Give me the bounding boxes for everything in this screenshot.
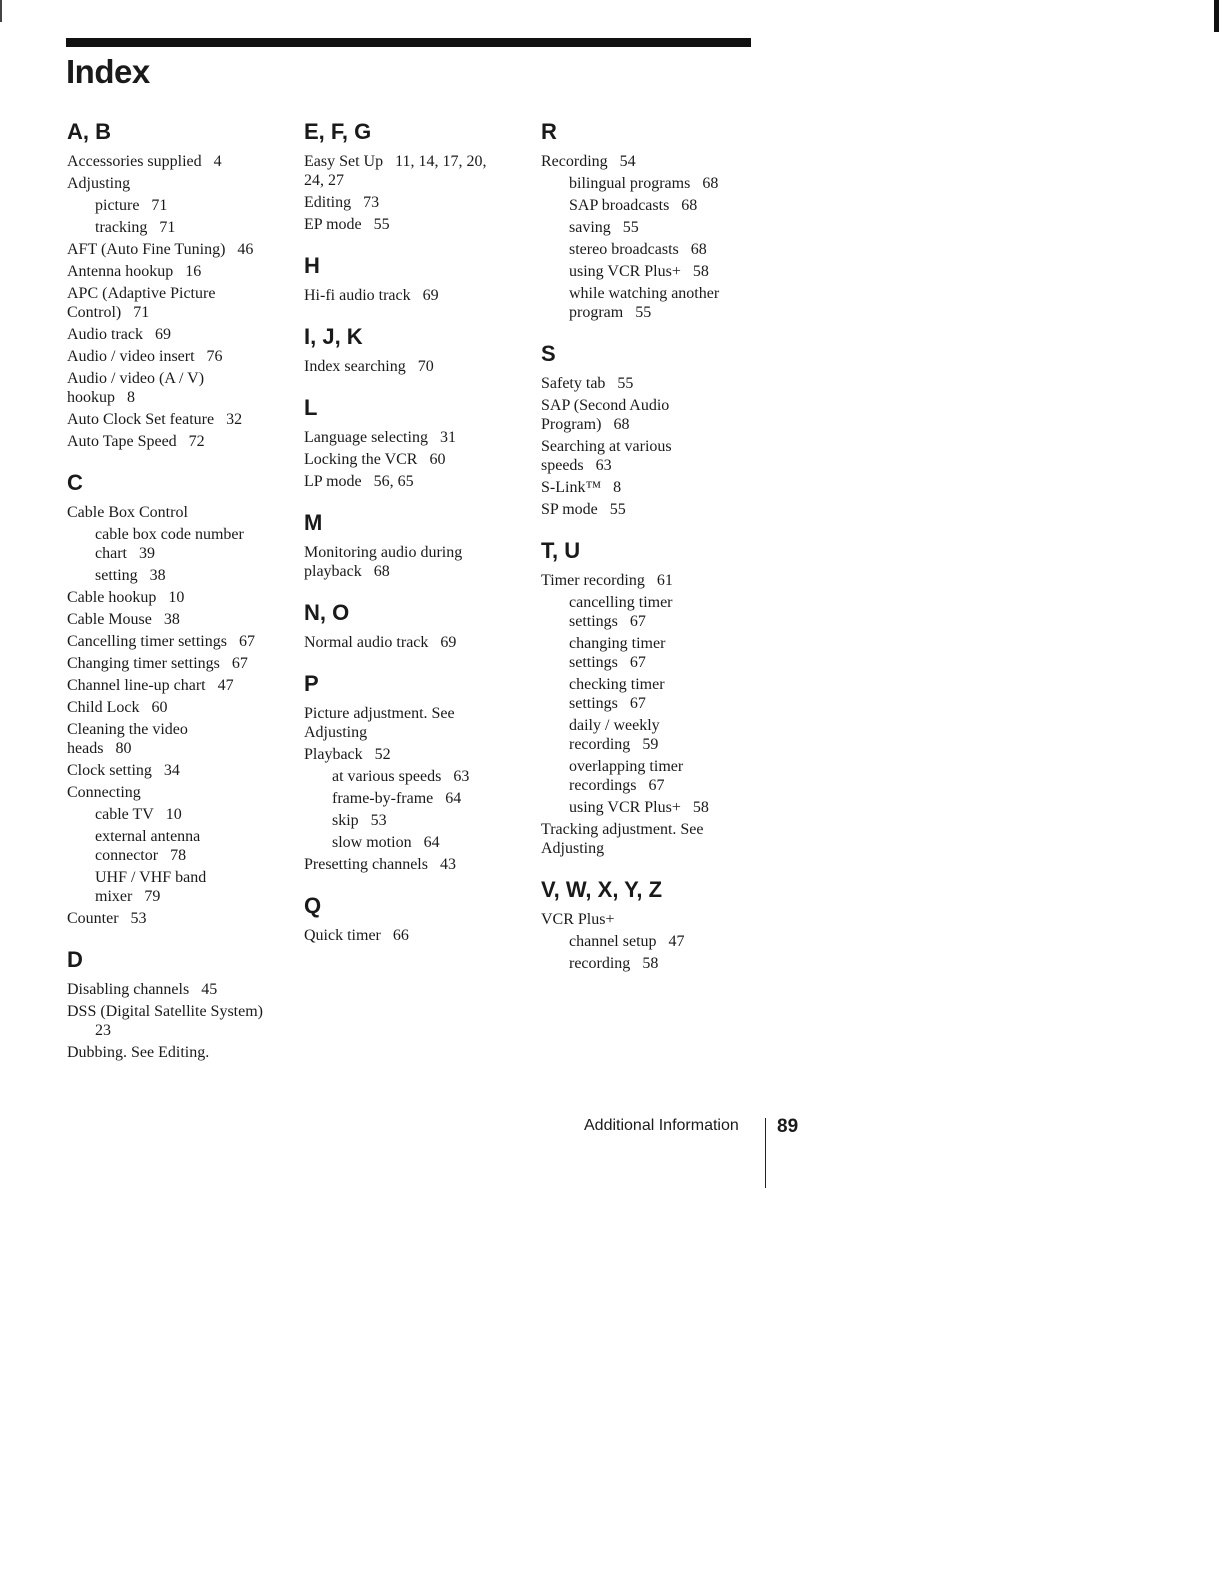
index-section <box>67 469 292 928</box>
entry-page-refs: 8 <box>613 479 622 496</box>
index-section <box>304 670 529 874</box>
index-entry <box>541 152 766 171</box>
index-subentry <box>541 798 766 817</box>
index-section <box>67 118 292 451</box>
entry-page-refs: 71 <box>159 219 176 236</box>
index-entry <box>304 193 529 212</box>
entry-page-refs: 53 <box>130 910 147 927</box>
entry-term: cable TV <box>95 806 154 823</box>
index-subentry <box>304 811 529 830</box>
entry-page-refs: 52 <box>374 746 391 763</box>
entry-term: recording <box>569 955 631 972</box>
entry-term: Picture adjustment. See Adjusting <box>304 705 455 741</box>
entry-page-refs: 55 <box>635 304 652 321</box>
section-letters: C <box>67 470 83 495</box>
index-section <box>304 394 529 491</box>
entry-page-refs: 61 <box>656 572 673 589</box>
entry-page-refs: 47 <box>217 677 234 694</box>
entry-page-refs: 55 <box>622 219 639 236</box>
index-entry <box>304 428 529 447</box>
index-section <box>541 876 766 973</box>
entry-term: Auto Tape Speed <box>67 433 177 450</box>
index-entry <box>67 698 292 717</box>
index-section <box>304 118 529 234</box>
entry-page-refs: 71 <box>151 197 168 214</box>
section-letters: A, B <box>67 119 111 144</box>
entry-term: Playback <box>304 746 363 763</box>
entry-page-refs: 47 <box>668 933 685 950</box>
index-entry <box>67 909 292 928</box>
entry-term: while watching another program <box>569 285 720 321</box>
entry-page-refs: 66 <box>392 927 409 944</box>
index-entry <box>67 588 292 607</box>
entry-term: S-Link™ <box>541 479 602 496</box>
entry-page-refs: 54 <box>619 153 636 170</box>
index-entry <box>67 262 292 281</box>
entry-page-refs: 58 <box>692 799 709 816</box>
entry-term: Cable Box Control <box>67 504 188 521</box>
entry-page-refs: 63 <box>595 457 612 474</box>
entry-page-refs: 55 <box>617 375 634 392</box>
entry-page-refs: 43 <box>439 856 456 873</box>
entry-term: Changing timer settings <box>67 655 220 672</box>
index-section <box>67 946 292 1062</box>
index-entry <box>541 820 766 858</box>
index-column-1 <box>67 118 292 1080</box>
entry-page-refs: 72 <box>188 433 205 450</box>
entry-page-refs: 78 <box>170 847 187 864</box>
index-subentry <box>541 196 766 215</box>
entry-page-refs: 68 <box>702 175 719 192</box>
section-letters: P <box>304 671 319 696</box>
section-letters: R <box>541 119 557 144</box>
title-rule <box>66 38 751 47</box>
index-entry <box>67 632 292 651</box>
entry-page-refs: 68 <box>613 416 630 433</box>
entry-term: daily / weekly recording <box>569 717 660 753</box>
entry-page-refs: 69 <box>422 287 439 304</box>
entry-page-refs: 60 <box>429 451 446 468</box>
entry-term: SAP broadcasts <box>569 197 670 214</box>
entry-term: LP mode <box>304 473 362 490</box>
entry-term: SP mode <box>541 501 598 518</box>
index-entry <box>304 357 529 376</box>
index-entry <box>67 284 292 322</box>
entry-term: Recording <box>541 153 608 170</box>
entry-term: using VCR Plus+ <box>569 799 681 816</box>
entry-page-refs: 58 <box>692 263 709 280</box>
entry-term: skip <box>332 812 359 829</box>
index-entry <box>67 1002 292 1040</box>
footer-divider <box>765 1118 766 1188</box>
entry-term: Antenna hookup <box>67 263 174 280</box>
index-subentry <box>541 174 766 193</box>
page-number: 89 <box>777 1116 799 1137</box>
index-subentry <box>541 634 766 672</box>
entry-term: Language selecting <box>304 429 428 446</box>
entry-page-refs: 56, 65 <box>373 473 414 490</box>
index-entry <box>304 543 529 581</box>
entry-term: Presetting channels <box>304 856 428 873</box>
entry-term: Cable hookup <box>67 589 157 606</box>
entry-page-refs: 73 <box>363 194 380 211</box>
index-entry <box>541 478 766 497</box>
entry-term: Searching at various speeds <box>541 438 672 474</box>
entry-term: slow motion <box>332 834 412 851</box>
index-entry <box>67 720 292 758</box>
index-subentry <box>541 240 766 259</box>
index-entry <box>67 152 292 171</box>
index-section <box>541 340 766 519</box>
entry-page-refs: 4 <box>213 153 222 170</box>
index-entry <box>304 926 529 945</box>
index-subentry <box>541 218 766 237</box>
entry-term: Normal audio track <box>304 634 429 651</box>
entry-page-refs: 68 <box>681 197 698 214</box>
index-subentry <box>67 827 292 865</box>
entry-page-refs: 32 <box>226 411 243 428</box>
index-entry <box>67 783 292 802</box>
page-edge-mark <box>0 0 2 22</box>
index-entry <box>67 347 292 366</box>
index-subentry <box>67 805 292 824</box>
entry-page-refs: 76 <box>206 348 223 365</box>
entry-term: Channel line-up chart <box>67 677 206 694</box>
entry-term: using VCR Plus+ <box>569 263 681 280</box>
index-entry <box>304 152 529 190</box>
entry-page-refs: 80 <box>115 740 132 757</box>
entry-page-refs: 55 <box>373 216 390 233</box>
entry-term: tracking <box>95 219 148 236</box>
entry-term: Auto Clock Set feature <box>67 411 215 428</box>
index-subentry <box>304 789 529 808</box>
index-column-2 <box>304 118 529 963</box>
entry-term: EP mode <box>304 216 362 233</box>
index-subentry <box>67 196 292 215</box>
index-section <box>304 599 529 652</box>
entry-term: VCR Plus+ <box>541 911 615 928</box>
entry-page-refs: 63 <box>453 768 470 785</box>
entry-page-refs: 60 <box>151 699 168 716</box>
entry-term: bilingual programs <box>569 175 691 192</box>
entry-term: picture <box>95 197 140 214</box>
entry-term: at various speeds <box>332 768 442 785</box>
index-section <box>541 537 766 858</box>
index-subentry <box>67 218 292 237</box>
index-section <box>304 509 529 581</box>
index-subentry <box>67 566 292 585</box>
entry-term: channel setup <box>569 933 657 950</box>
entry-page-refs: 59 <box>642 736 659 753</box>
entry-term: Cable Mouse <box>67 611 152 628</box>
entry-page-refs: 67 <box>629 695 646 712</box>
section-letters: H <box>304 253 320 278</box>
entry-term: Connecting <box>67 784 141 801</box>
entry-page-refs: 67 <box>231 655 248 672</box>
section-letters: T, U <box>541 538 581 563</box>
index-subentry <box>541 262 766 281</box>
entry-page-refs: 64 <box>423 834 440 851</box>
entry-page-refs: 45 <box>201 981 218 998</box>
page-title: Index <box>66 53 150 90</box>
section-letters: Q <box>304 893 322 918</box>
entry-term: Monitoring audio during playback <box>304 544 463 580</box>
index-subentry <box>541 932 766 951</box>
entry-term: frame-by-frame <box>332 790 434 807</box>
index-entry <box>304 215 529 234</box>
index-entry <box>67 654 292 673</box>
entry-page-refs: 68 <box>373 563 390 580</box>
entry-term: Locking the VCR <box>304 451 418 468</box>
index-entry <box>304 472 529 491</box>
index-subentry <box>304 833 529 852</box>
section-letters: I, J, K <box>304 324 363 349</box>
entry-page-refs: 38 <box>149 567 166 584</box>
entry-page-refs: 46 <box>237 241 254 258</box>
index-subentry <box>541 954 766 973</box>
section-letters: N, O <box>304 600 350 625</box>
entry-page-refs: 38 <box>163 611 180 628</box>
entry-term: Audio track <box>67 326 143 343</box>
index-entry <box>304 855 529 874</box>
index-section <box>304 323 529 376</box>
entry-page-refs: 16 <box>185 263 202 280</box>
index-entry <box>541 374 766 393</box>
entry-page-refs: 79 <box>144 888 161 905</box>
index-entry <box>67 610 292 629</box>
index-subentry <box>541 593 766 631</box>
entry-term: Accessories supplied <box>67 153 202 170</box>
entry-term: Child Lock <box>67 699 140 716</box>
entry-term: saving <box>569 219 611 236</box>
index-entry <box>304 745 529 764</box>
section-letters: D <box>67 947 83 972</box>
index-subentry <box>67 525 292 563</box>
entry-term: SAP (Second Audio Program) <box>541 397 670 433</box>
entry-term: Safety tab <box>541 375 606 392</box>
entry-page-refs: 53 <box>370 812 387 829</box>
index-entry <box>67 761 292 780</box>
entry-term: Adjusting <box>67 175 131 192</box>
index-section <box>304 892 529 945</box>
entry-page-refs: 70 <box>417 358 434 375</box>
index-subentry <box>541 757 766 795</box>
entry-term: cancelling timer settings <box>569 594 673 630</box>
index-entry <box>67 325 292 344</box>
index-column-3 <box>541 118 766 991</box>
entry-page-refs: 67 <box>629 654 646 671</box>
index-entry <box>541 396 766 434</box>
entry-page-refs: 67 <box>629 613 646 630</box>
entry-page-refs: 58 <box>642 955 659 972</box>
entry-page-refs: 34 <box>163 762 180 779</box>
index-subentry <box>541 716 766 754</box>
entry-term: stereo broadcasts <box>569 241 679 258</box>
index-section <box>304 252 529 305</box>
entry-term: Index searching <box>304 358 406 375</box>
entry-term: Cancelling timer settings <box>67 633 227 650</box>
entry-term: overlapping timer recordings <box>569 758 684 794</box>
section-letters: M <box>304 510 323 535</box>
entry-term: DSS (Digital Satellite System) <box>67 1003 263 1020</box>
entry-page-refs: 31 <box>439 429 456 446</box>
entry-term: Easy Set Up <box>304 153 384 170</box>
entry-term: external antenna connector <box>95 828 201 864</box>
entry-page-refs: 67 <box>238 633 255 650</box>
entry-page-refs: 11, 14, 17, 20, 24, 27 <box>304 153 487 189</box>
entry-page-refs: 55 <box>609 501 626 518</box>
entry-term: Tracking adjustment. See Adjusting <box>541 821 704 857</box>
index-entry <box>541 571 766 590</box>
section-letters: E, F, G <box>304 119 372 144</box>
entry-term: Audio / video (A / V) hookup <box>67 370 205 406</box>
section-letters: S <box>541 341 556 366</box>
entry-term: APC (Adaptive Picture Control) <box>67 285 216 321</box>
entry-term: Timer recording <box>541 572 645 589</box>
section-letters: L <box>304 395 318 420</box>
index-entry <box>304 704 529 742</box>
entry-term: UHF / VHF band mixer <box>95 869 207 905</box>
index-entry <box>541 910 766 929</box>
entry-page-refs: 39 <box>138 545 155 562</box>
index-entry <box>304 633 529 652</box>
entry-page-refs: 69 <box>440 634 457 651</box>
entry-page-refs: 67 <box>648 777 665 794</box>
index-entry <box>67 503 292 522</box>
index-entry <box>67 240 292 259</box>
index-entry <box>67 676 292 695</box>
entry-term: checking timer settings <box>569 676 665 712</box>
index-subentry <box>304 767 529 786</box>
entry-term: Counter <box>67 910 119 927</box>
index-section <box>541 118 766 322</box>
entry-page-refs: 69 <box>154 326 171 343</box>
index-entry <box>304 450 529 469</box>
entry-term: setting <box>95 567 138 584</box>
entry-term: AFT (Auto Fine Tuning) <box>67 241 226 258</box>
page-corner-mark <box>1214 0 1219 32</box>
entry-term: Cleaning the video heads <box>67 721 188 757</box>
entry-term: Clock setting <box>67 762 152 779</box>
entry-term: Quick timer <box>304 927 381 944</box>
index-entry <box>67 410 292 429</box>
entry-term: cable box code number chart <box>95 526 244 562</box>
entry-page-refs: 8 <box>127 389 135 406</box>
entry-term: Hi-fi audio track <box>304 287 411 304</box>
index-entry <box>67 369 292 407</box>
index-subentry <box>541 284 766 322</box>
entry-term: Editing <box>304 194 352 211</box>
section-letters: V, W, X, Y, Z <box>541 877 663 902</box>
index-entry <box>304 286 529 305</box>
index-entry <box>67 1043 292 1062</box>
entry-page-refs: 68 <box>690 241 707 258</box>
entry-term: changing timer settings <box>569 635 666 671</box>
index-entry <box>541 437 766 475</box>
entry-term: Audio / video insert <box>67 348 195 365</box>
entry-page-refs: 64 <box>445 790 462 807</box>
entry-term: Dubbing. See Editing. <box>67 1044 210 1061</box>
index-entry <box>67 432 292 451</box>
entry-term: Disabling channels <box>67 981 190 998</box>
footer-section-label: Additional Information <box>584 1117 739 1134</box>
entry-page-refs: 10 <box>168 589 185 606</box>
index-entry <box>67 174 292 193</box>
entry-page-refs: 10 <box>165 806 182 823</box>
index-entry <box>541 500 766 519</box>
index-subentry <box>67 868 292 906</box>
entry-page-refs: 71 <box>133 304 150 321</box>
index-entry <box>67 980 292 999</box>
entry-page-refs: 23 <box>95 1022 111 1039</box>
index-subentry <box>541 675 766 713</box>
